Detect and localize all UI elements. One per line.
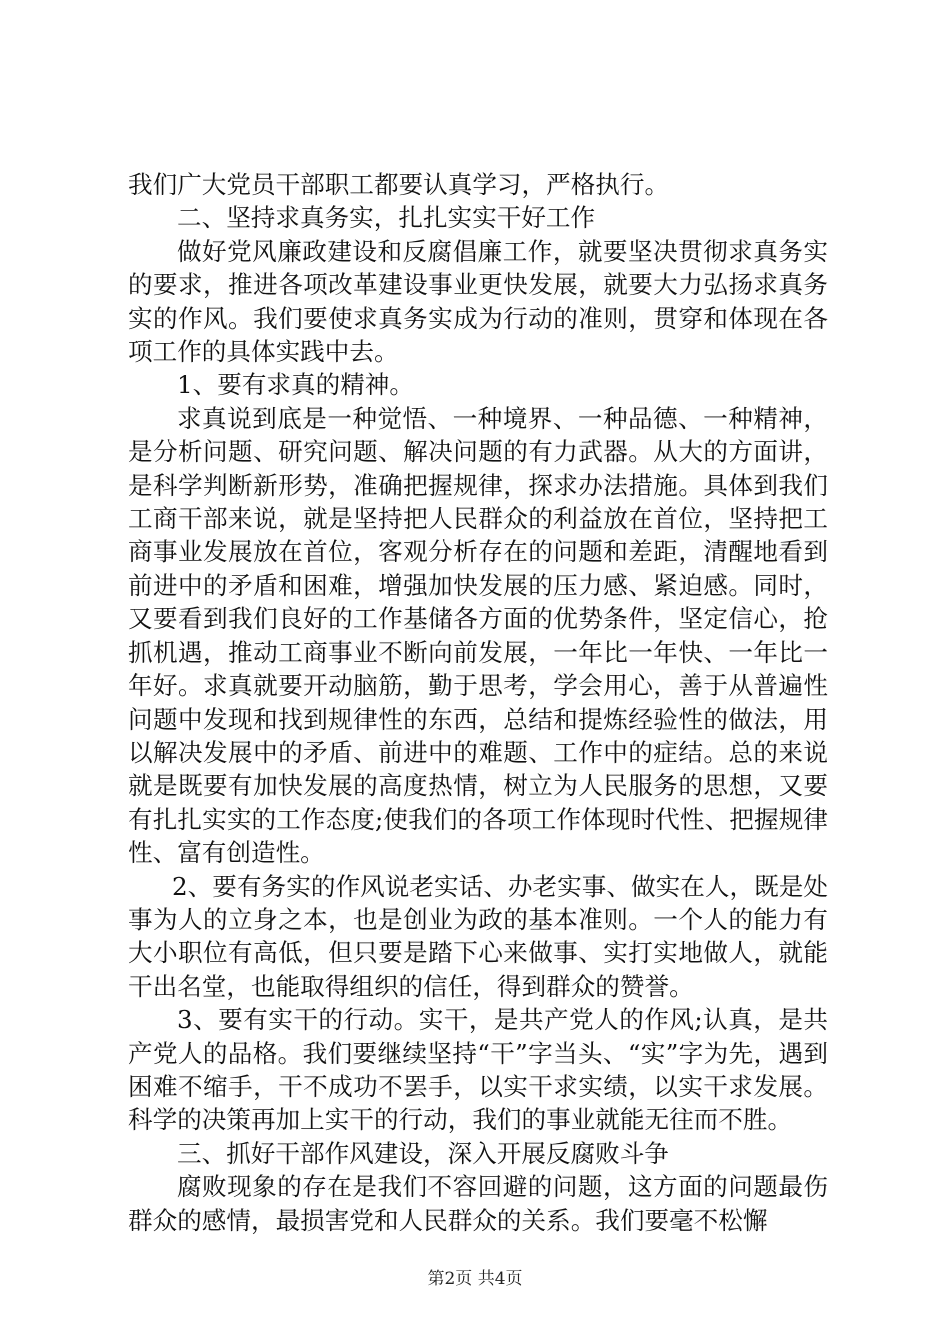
section-heading-2: 二、坚持求真务实，扎扎实实干好工作	[177, 203, 596, 233]
paragraph-5: 求真说到底是一种觉悟、一种境界、一种品德、一种精神，是分析问题、研究问题、解决问题的有力武器。从大的方面讲，是科学判断新形势，准确把握规律，探求办法措施。具体到我们工商干部来说，就是坚持把人民群众的利益放在首位，坚持把工商事业发展放在首位，客观分析存在的问题和差距，清醒地看到前进中的矛盾和困难，增强加快发展的压力感、紧迫感。同时，又要看到我们良好的工作基储各方面的优势条件，坚定信心，抢抓机遇，推动工商事业不断向前发展，一年比一年快、一年比一年好。求真就要开动脑筋，勤于思考，学会用心，善于从普遍性问题中发现和找到规律性的东西，总结和提炼经验性的做法，用以解决发展中的矛盾、前进中的难题、工作中的症结。总的来说就是既要有加快发展的高度热情，树立为人民服务的思想，又要有扎扎实实的工作态度;使我们的各项工作体现时代性、把握规律性、富有创造性。	[128, 403, 828, 868]
paragraph-1: 我们广大党员干部职工都要认真学习，严格执行。	[128, 170, 670, 199]
paragraph-9: 腐败现象的存在是我们不容回避的问题，这方面的问题最伤群众的感情，最损害党和人民群众的关系。我们要毫不松懈	[128, 1172, 828, 1235]
section-heading-3: 三、抓好干部作风建设，深入开展反腐败斗争	[177, 1138, 669, 1168]
paragraph-3: 做好党风廉政建设和反腐倡廉工作，就要坚决贯彻求真务实的要求，推进各项改革建设事业更快发展，就要大力弘扬求真务实的作风。我们要使求真务实成为行动的准则，贯穿和体现在各项工作的具体实践中去。	[128, 236, 828, 367]
document-body	[128, 168, 828, 1237]
paragraph-6: 2、要有务实的作风说老实话、办老实事、做实在人，既是处事为人的立身之本，也是创业为政的基本准则。一个人的能力有大小职位有高低，但只要是踏下心来做事、实打实地做人，就能干出名堂，也能取得组织的信任，得到群众的赞誉。	[128, 871, 828, 1001]
subheading-1: 1、要有求真的精神。	[177, 370, 414, 400]
page-footer: 第2页 共4页	[427, 1269, 523, 1289]
paragraph-7: 3、要有实干的行动。实干，是共产党人的作风;认真，是共产党人的品格。我们要继续坚持“干”字当头、“实”字为先，遇到困难不缩手，干不成功不罢手，以实干求实绩，以实干求发展。科学的决策再加上实干的行动，我们的事业就能无往而不胜。	[128, 1005, 828, 1135]
